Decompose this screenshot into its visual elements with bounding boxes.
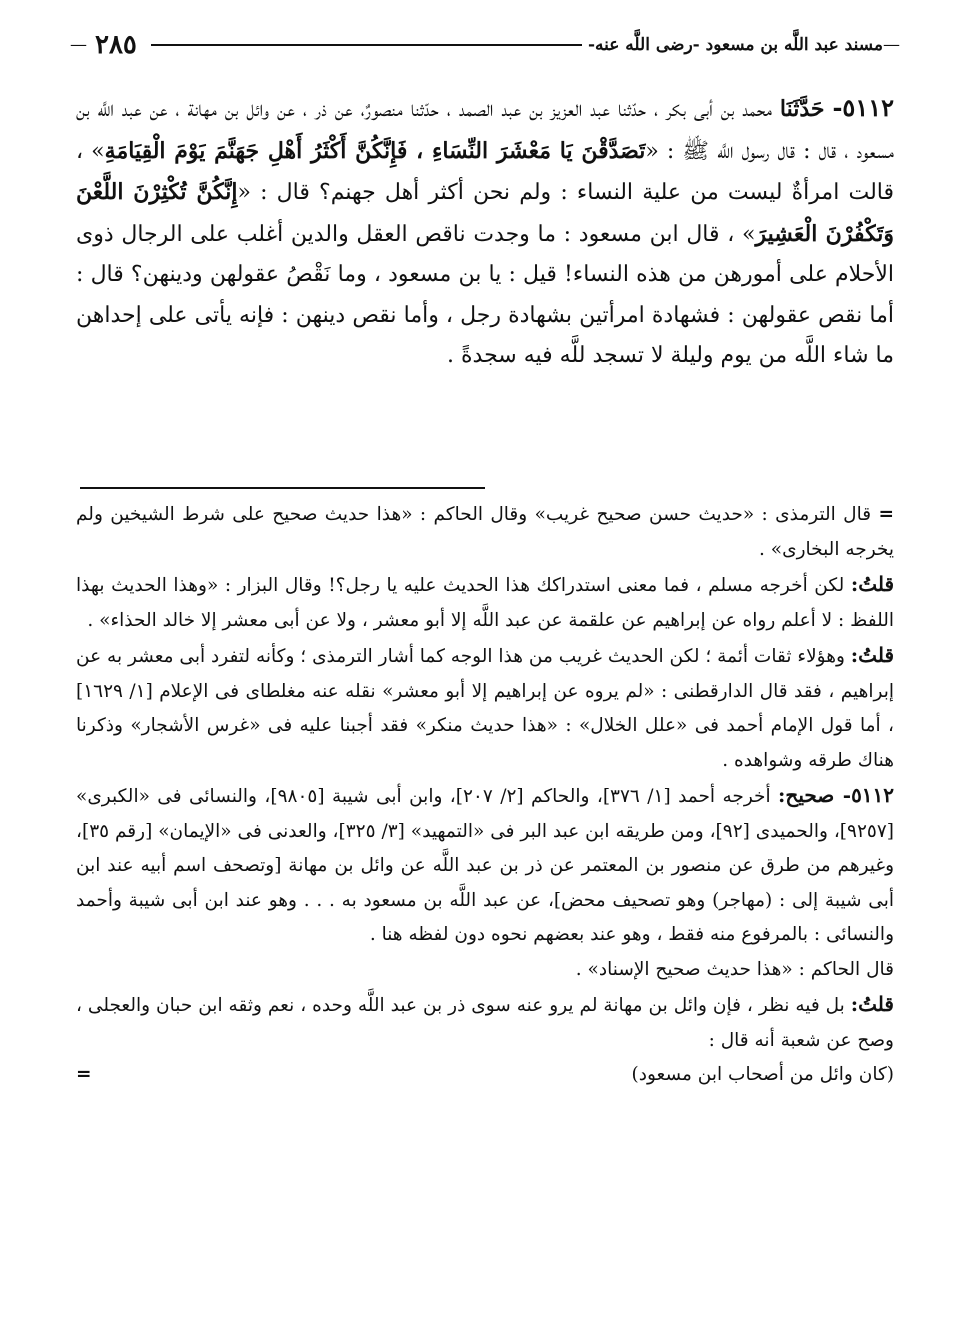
note-qultu-1 — [76, 567, 894, 638]
footnotes — [76, 498, 894, 1093]
haddathana: حَدَّثَنَا — [779, 96, 825, 122]
quote-close-2: » ، — [727, 221, 756, 247]
qultu-label: قلتُ: — [850, 643, 894, 667]
hadith-rest: قال ابن مسعود : ما وجدت ناقص العقل والدين أغلب على الرجال ذوى الأحلام على أمورهن من هذه النساء! قيل : يا بن مسعود ، وما نَقْصُ عقولهن ودينهن؟ قال : أما نقص عقولهن : فشهادة امرأتين بشهادة رجل ، وأما نقص دينهن : فإنه يأتى على إحداهن ما شاء اللَّه من يوم وليلة لا تسجد للَّه فيه سجدةً . — [76, 221, 894, 368]
note-text: أخرجه أحمد [١/ ٣٧٦]، والحاكم [٢/ ٢٠٧]، وابن أبى شيبة [٩٨٠٥]، والنسائى فى «الكبرى» [٩٢٥٧]، والحميدى [٩٢]، ومن طريقه ابن عبد البر فى «التمهيد» [٣/ ٣٢٥]، والعدنى فى «الإيمان» [رقم ٣٥]، وغيرهم من طرق عن منصور بن المعتمر عن ذر بن عبد اللَّه عن وائل بن مهانة [وتصحف اسم أبيه عند ابن أبى شيبة إلى : (مهاجر) وهو تصحيف محض]، عن عبد اللَّه بن مسعود به . . . وهو عند ابن أبى شيبة وأحمد والنسائى : بالمرفوع منه فقط ، وهو عند بعضهم نحوه دون لفظه هنا . — [76, 786, 894, 945]
hadith-middle: قالت امرأةٌ ليست من علية النساء : ولم نحن أكثر أهل جهنم؟ قال : — [260, 180, 895, 205]
note-text: قال الحاكم : «هذا حديث صحيح الإسناد» . — [575, 958, 894, 980]
header-dash: — — [70, 35, 87, 55]
qultu-label: قلتُ: — [850, 992, 894, 1016]
note-takhrij — [76, 778, 894, 953]
note-hakim — [76, 953, 894, 988]
qultu-label: قلتُ: — [850, 572, 895, 596]
running-header — [70, 28, 900, 62]
hadith-text — [76, 88, 894, 377]
note-text-end: (كان وائل من أصحاب ابن مسعود) — [631, 1064, 894, 1085]
note-qultu-2 — [76, 638, 894, 778]
hadith-number: ٥١١٢- — [832, 93, 894, 122]
note-qultu-3 — [76, 987, 894, 1058]
footnote-divider — [80, 487, 485, 489]
header-title-dash: — — [883, 35, 900, 55]
note-text: لكن أخرجه مسلم ، فما معنى استدراكك هذا الحديث عليه يا رجل؟! وقال البزار : «وهذا الحديث بهذا اللفظ : لا أعلم رواه عن إبراهيم عن علقمة عن عبد اللَّه إلا أبو معشر ، ولا عن أبى معشر إلا خالد الحذاء» . — [76, 575, 894, 631]
quote-open-1: « — [645, 138, 659, 164]
continuation-mark-end: = — [76, 1064, 92, 1085]
prophetic-text-2: إِنَّكُنَّ تُكْثِرْنَ اللَّعْنَ وَتَكْفُرْنَ الْعَشِيرَ — [76, 179, 894, 247]
quote-close-1: » ، — [76, 138, 105, 164]
hadith-paragraph — [76, 88, 894, 377]
note-text: قال الترمذى : «حديث حسن صحيح غريب» وقال الحاكم : «هذا حديث صحيح على شرط الشيخين ولم يخرجه البخارى» . — [76, 504, 894, 560]
note-text: بل فيه نظر ، فإن وائل بن مهانة لم يرو عنه سوى ذر بن عبد اللَّه وحده ، نعم وثقه ابن حبان والعجلى ، وصح عن شعبة أنه قال : — [76, 995, 894, 1051]
note-tirmidhi — [76, 498, 894, 567]
page-number: ٢٨٥ — [95, 30, 137, 60]
isnad: محمد بن أبى بكر ، حدّثنا عبد العزيز بن عبد الصمد ، حدّثنا منصورٌ، عن ذر ، عن وائل بن مهانة ، عن عبد اللَّه بن مسعود ، قال : قال رسول اللَّه ﷺ : — [76, 97, 895, 164]
header-rule — [151, 44, 582, 46]
quote-open-2: « — [237, 180, 251, 205]
continuation-mark: = — [878, 504, 894, 525]
note-last-line — [76, 1058, 894, 1093]
prophetic-text-1: تَصَدَّقْنَ يَا مَعْشَرَ النِّسَاءِ ، فَإِنَّكُنَّ أَكْثَرُ أَهْلِ جَهَنَّمَ يَوْمَ الْقِيَامَةِ — [104, 137, 646, 164]
takhrij-label: ٥١١٢- صحيح: — [778, 783, 895, 807]
running-title: مسند عبد اللَّه بن مسعود -رضى اللَّه عنه- — [587, 35, 883, 55]
note-text: وهؤلاء ثقات أئمة ؛ لكن الحديث غريب من هذا الوجه كما أشار الترمذى ؛ وكأنه لتفرد أبى معشر به عن إبراهيم ، فقد قال الدارقطنى : «لم يروه عن إبراهيم إلا أبو معشر» نقله عنه مغلطاى فى الإعلام [١/ ١٦٢٩] ، أما قول الإمام أحمد فى «علل الخلال» : «هذا حديث منكر» فقد أجبنا عليه فى «غرس الأشجار» وذكرنا هناك طرقه وشواهده . — [76, 646, 894, 771]
